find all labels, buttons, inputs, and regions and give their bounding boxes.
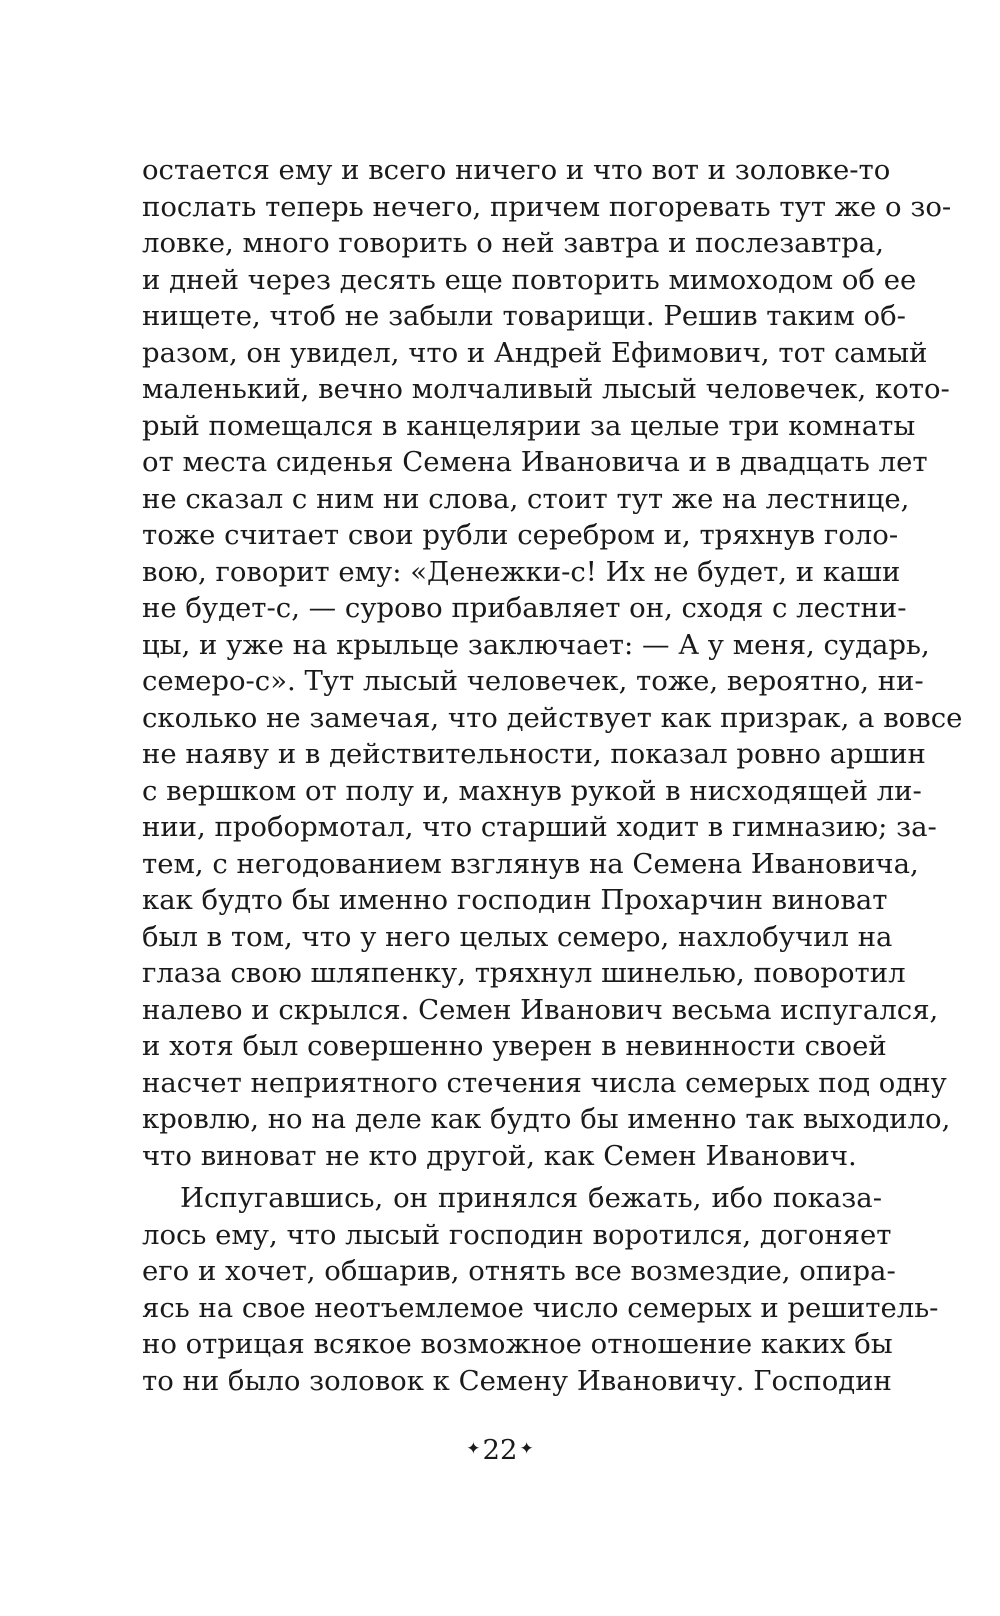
text-line: был в том, что у него целых семеро, нахлобучил на	[142, 920, 893, 953]
text-line: что виноват не кто другой, как Семен Иванович.	[142, 1139, 857, 1172]
text-line: разом, он увидел, что и Андрей Ефимович, тот самый	[142, 336, 928, 369]
text-line: лось ему, что лысый господин воротился, догоняет	[142, 1218, 892, 1251]
star-ornament-icon: ✦	[519, 1438, 534, 1459]
text-line: послать теперь нечего, причем погоревать тут же о зо-	[142, 190, 952, 223]
text-line: сколько не замечая, что действует как призрак, а вовсе	[142, 701, 963, 734]
text-line: тем, с негодованием взглянув на Семена Ивановича,	[142, 847, 919, 880]
text-line: рый помещался в канцелярии за целые три комнаты	[142, 409, 916, 442]
text-line: насчет неприятного стечения числа семерых под одну	[142, 1066, 947, 1099]
text-line: то ни было золовок к Семену Ивановичу. Господин	[142, 1364, 892, 1397]
page-number-footer	[0, 1432, 1000, 1470]
text-line: не сказал с ним ни слова, стоит тут же на лестнице,	[142, 482, 910, 515]
text-line: Испугавшись, он принялся бежать, ибо показа-	[180, 1182, 882, 1214]
paragraph-2	[142, 1180, 939, 1399]
text-line: ясь на свое неотъемлемое число семерых и решитель-	[142, 1291, 939, 1324]
body-text	[142, 152, 963, 1399]
text-line: вою, говорит ему: «Денежки-с! Их не будет, и каши	[142, 555, 901, 588]
text-line: нищете, чтоб не забыли товарищи. Решив таким об-	[142, 300, 906, 332]
text-line: нии, пробормотал, что старший ходит в гимназию; за-	[142, 811, 937, 843]
text-line: налево и скрылся. Семен Иванович весьма испугался,	[142, 993, 939, 1026]
text-line: глаза свою шляпенку, тряхнул шинелью, поворотил	[142, 957, 906, 989]
text-line: не наяву и в действительности, показал ровно аршин	[142, 738, 926, 770]
text-line: тоже считает свои рубли серебром и, тряхнув голо-	[142, 519, 899, 551]
text-line: и дней через десять еще повторить мимоходом об ее	[142, 263, 917, 296]
paragraph-1	[142, 152, 963, 1174]
text-line: но отрицая всякое возможное отношение каких бы	[142, 1328, 893, 1360]
text-line: семеро-с». Тут лысый человечек, тоже, вероятно, ни-	[142, 665, 924, 697]
text-line: кровлю, но на деле как будто бы именно так выходило,	[142, 1103, 951, 1135]
text-line: его и хочет, обшарив, отнять все возмездие, опира-	[142, 1255, 896, 1287]
page-number: 22	[482, 1434, 518, 1466]
text-line: с вершком от полу и, махнув рукой в нисходящей ли-	[142, 774, 922, 807]
text-line: цы, и уже на крыльце заключает: — А у меня, сударь,	[142, 628, 930, 661]
text-line: не будет-с, — сурово прибавляет он, сходя с лестни-	[142, 592, 907, 624]
text-line: ловке, много говорить о ней завтра и послезавтра,	[142, 227, 885, 259]
text-line: остается ему и всего ничего и что вот и золовке-то	[142, 154, 891, 186]
star-ornament-icon: ✦	[466, 1438, 481, 1459]
text-line: и хотя был совершенно уверен в невинности своей	[142, 1030, 887, 1062]
text-line: от места сиденья Семена Ивановича и в двадцать лет	[142, 446, 928, 478]
text-line: маленький, вечно молчаливый лысый человечек, кото-	[142, 373, 950, 405]
text-line: как будто бы именно господин Прохарчин виноват	[142, 884, 888, 916]
